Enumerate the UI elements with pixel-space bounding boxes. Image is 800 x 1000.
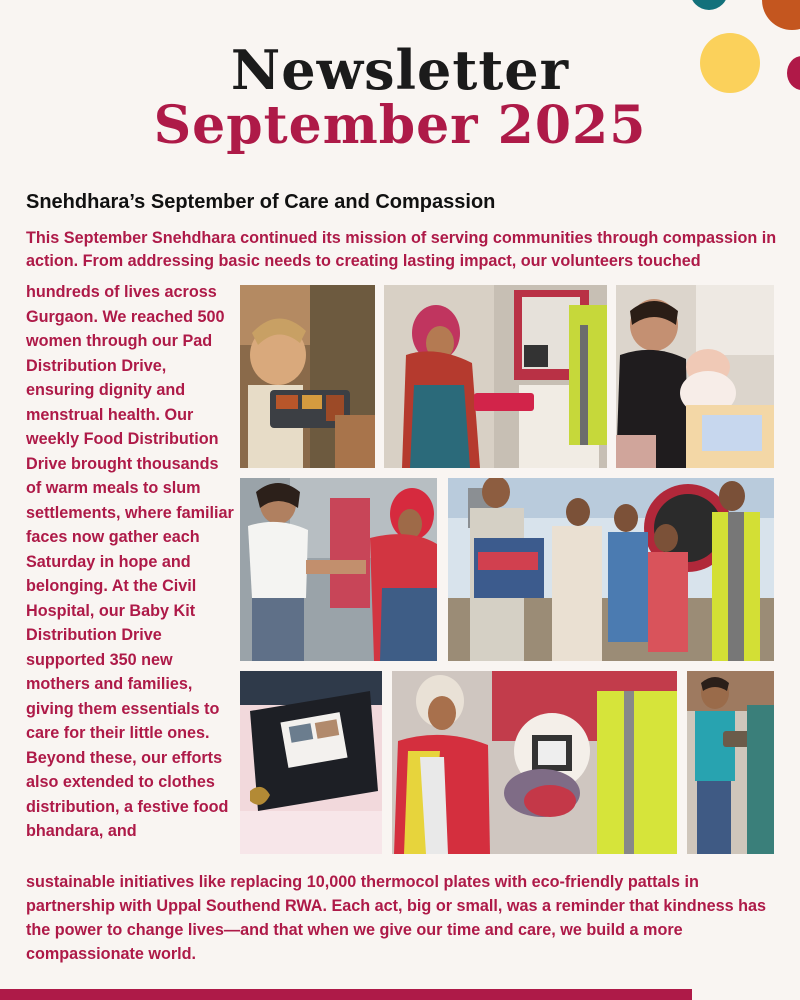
photo-clothes-distribution-group [448, 478, 774, 661]
article-intro: This September Snehdhara continued its mission of serving communities through compassion in action. From addressing basic needs to creating lasting impact, our volunteers touched [26, 229, 777, 270]
photo-woman-receiving-clothes [392, 671, 677, 854]
newsletter-date: September 2025 [153, 95, 647, 156]
photo-boy-holding-tray [687, 671, 774, 854]
footer-accent-bar [0, 989, 692, 1000]
photo-baby-kit [616, 285, 774, 468]
article-conclusion: sustainable initiatives like replacing 10,000 thermocol plates with eco-friendly pattals in partnership with Uppal Southend RWA. Each act, big or small, was a reminder that kindness has the power to change lives—and that when we give our time and care, we build a more compassionate world. [26, 873, 766, 963]
decorative-dot-teal [690, 0, 728, 10]
newsletter-title: Newsletter [230, 38, 570, 102]
article-body-column: hundreds of lives across Gurgaon. We reached 500 women through our Pad Distribution Drive, ensuring dignity and menstrual health. Our weekly Food Distribution Drive brought thousands of warm meals to slum settlements, where familiar faces now gather each Saturday in hope and belonging. At the Civil Hospital, our Baby Kit Distribution Drive supported 350 new mothers and families, giving them essentials to care for their little ones. Beyond these, our efforts also extended to clothes distribution, a festive food bhandara, and [26, 283, 234, 840]
photo-baby-kit-package [240, 671, 382, 854]
photo-volunteer-handover [240, 478, 437, 661]
decorative-dot-rust [762, 0, 800, 30]
photo-pad-distribution [384, 285, 607, 468]
photo-child-food-tray [240, 285, 375, 468]
article-headline: Snehdhara’s September of Care and Compassion [26, 191, 496, 213]
